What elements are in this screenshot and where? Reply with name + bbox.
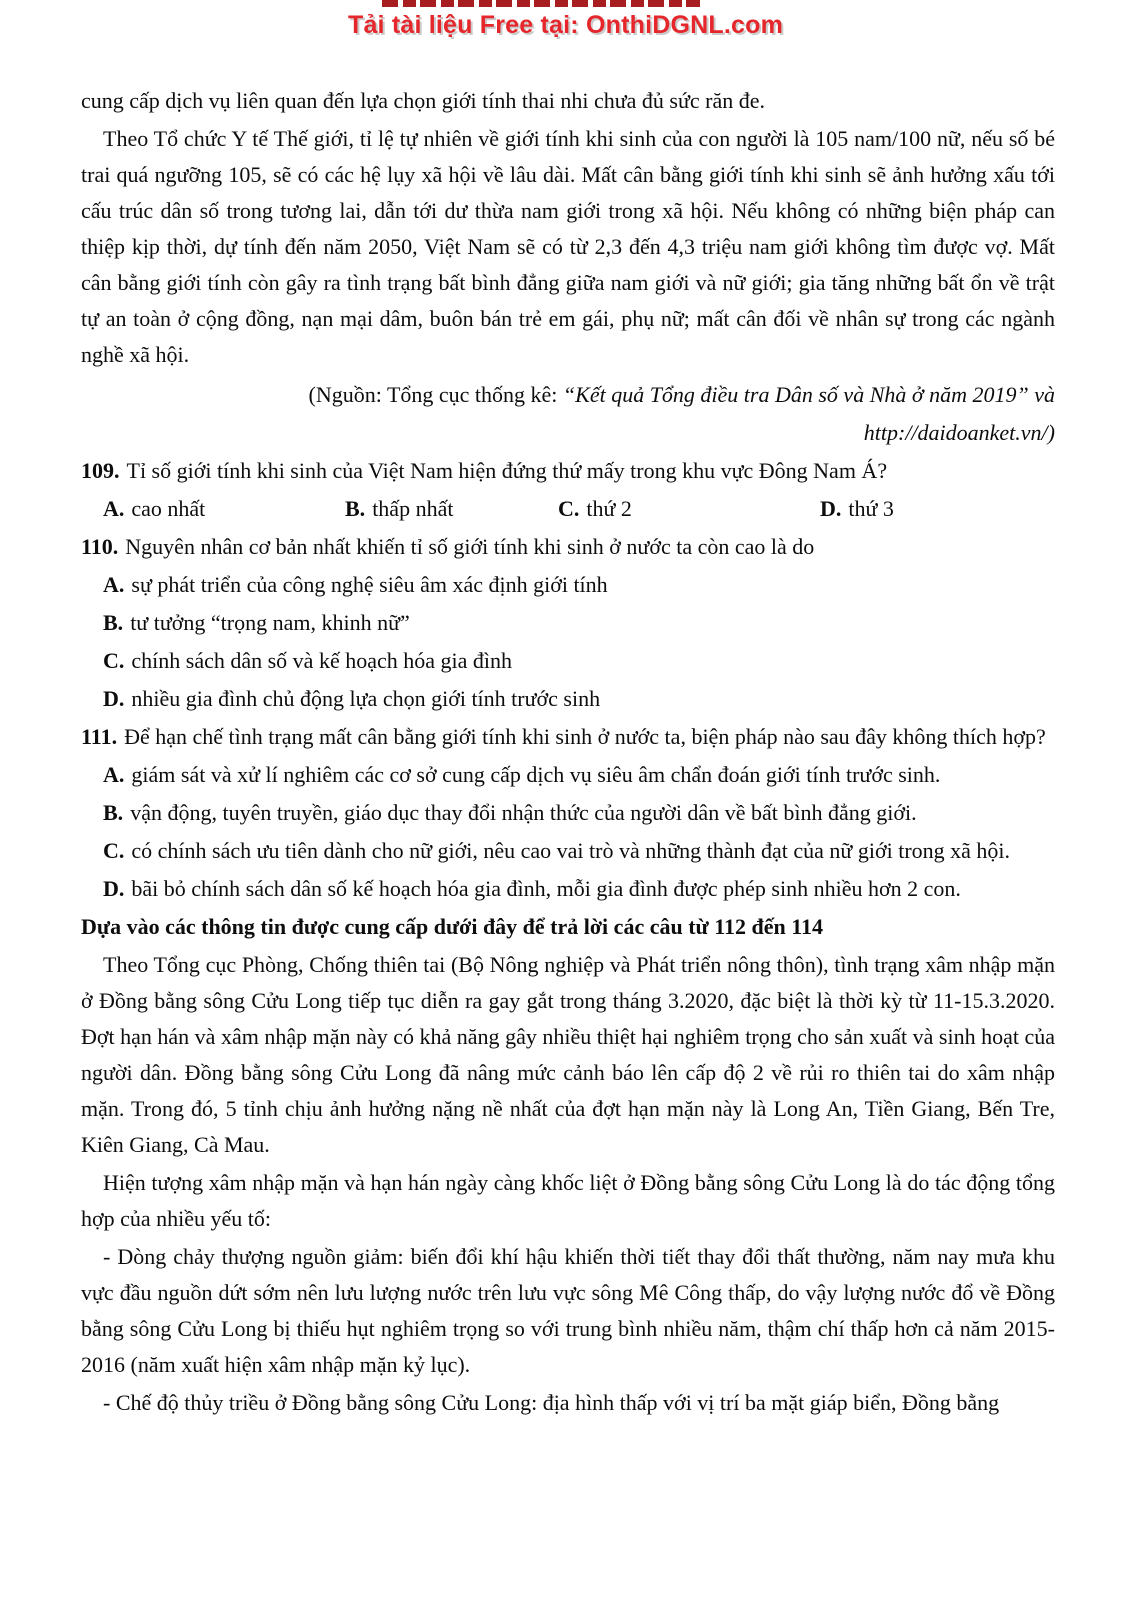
question-110-stem: Nguyên nhân cơ bản nhất khiến tỉ số giới tính khi sinh ở nước ta còn cao là do <box>125 534 815 559</box>
option-111-b <box>81 795 1055 831</box>
option-111-a-text: giám sát và xử lí nghiêm các cơ sở cung cấp dịch vụ siêu âm chẩn đoán giới tính trước sinh. <box>131 762 941 787</box>
option-110-b <box>81 605 1055 641</box>
source-citation <box>81 377 1055 451</box>
promo-header-link[interactable]: Tải tài liệu Free tại: OnthiDGNL.com <box>347 11 784 39</box>
document-content <box>0 40 1131 1421</box>
option-110-b-text: tư tưởng “trọng nam, khinh nữ” <box>130 610 410 635</box>
option-110-c <box>81 643 1055 679</box>
option-109-b <box>345 491 558 527</box>
question-111-number: 111. <box>81 724 118 749</box>
option-109-c-label: C. <box>558 496 580 521</box>
question-109-stem: Tỉ số giới tính khi sinh của Việt Nam hiện đứng thứ mấy trong khu vực Đông Nam Á? <box>126 458 888 483</box>
option-111-a <box>81 757 1055 793</box>
source-prefix: (Nguồn: Tổng cục thống kê: <box>308 382 563 407</box>
source-title-italic: “Kết quả Tổng điều tra Dân số và Nhà ở năm 2019” và <box>562 382 1055 407</box>
option-109-a-label: A. <box>103 496 125 521</box>
option-109-d-label: D. <box>820 496 842 521</box>
option-111-d <box>81 871 1055 907</box>
option-109-c <box>558 491 820 527</box>
option-110-d <box>81 681 1055 717</box>
option-111-a-label: A. <box>103 762 125 787</box>
question-109-number: 109. <box>81 458 120 483</box>
passage2-paragraph2: Hiện tượng xâm nhập mặn và hạn hán ngày càng khốc liệt ở Đồng bằng sông Cửu Long là do tác động tổng hợp của nhiều yếu tố: <box>81 1170 1055 1231</box>
passage2-paragraph1: Theo Tổng cục Phòng, Chống thiên tai (Bộ Nông nghiệp và Phát triển nông thôn), tình trạng xâm nhập mặn ở Đồng bằng sông Cửu Long tiếp tục diễn ra gay gắt trong tháng 3.2020, đặc biệt là thời kỳ từ 11-15.3.2020. Đợt hạn hán và xâm nhập mặn này có khả năng gây nhiều thiệt hại nghiêm trọng cho sản xuất và sinh hoạt của người dân. Đồng bằng sông Cửu Long đã nâng mức cảnh báo lên cấp độ 2 về rủi ro thiên tai do xâm nhập mặn. Trong đó, 5 tỉnh chịu ảnh hưởng nặng nề nhất của đợt hạn mặn này là Long An, Tiền Giang, Bến Tre, Kiên Giang, Cà Mau. <box>81 952 1055 1157</box>
passage1-paragraph: Theo Tổ chức Y tế Thế giới, tỉ lệ tự nhiên về giới tính khi sinh của con người là 105 nam/100 nữ, nếu số bé trai quá ngưỡng 105, sẽ có các hệ lụy xã hội về lâu dài. Mất cân bằng giới tính khi sinh sẽ ảnh hưởng xấu tới cấu trúc dân số trong tương lai, dẫn tới dư thừa nam giới trong xã hội. Nếu không có những biện pháp can thiệp kịp thời, dự tính đến năm 2050, Việt Nam sẽ có từ 2,3 đến 4,3 triệu nam giới không tìm được vợ. Mất cân bằng giới tính còn gây ra tình trạng bất bình đẳng giữa nam giới và nữ giới; gia tăng những bất ổn về trật tự an toàn ở cộng đồng, nạn mại dâm, buôn bán trẻ em gái, phụ nữ; mất cân đối về nhân sự trong các ngành nghề xã hội. <box>81 126 1055 367</box>
option-111-c <box>81 833 1055 869</box>
option-109-c-text: thứ 2 <box>586 496 632 521</box>
question-109-options <box>81 491 1055 527</box>
option-109-b-label: B. <box>345 496 366 521</box>
option-110-c-text: chính sách dân số và kế hoạch hóa gia đình <box>131 648 512 673</box>
option-110-c-label: C. <box>103 648 125 673</box>
option-109-d-text: thứ 3 <box>848 496 894 521</box>
question-109-stem-line <box>81 453 1055 489</box>
option-109-d <box>820 491 1055 527</box>
option-109-a <box>103 491 345 527</box>
cutoff-text-fragment <box>382 0 700 7</box>
option-111-d-text: bãi bỏ chính sách dân số kế hoạch hóa gia đình, mỗi gia đình được phép sinh nhiều hơn 2 con. <box>131 876 961 901</box>
option-110-a <box>81 567 1055 603</box>
option-111-c-text: có chính sách ưu tiên dành cho nữ giới, nêu cao vai trò và những thành đạt của nữ giới trong xã hội. <box>131 838 1011 863</box>
option-111-b-text: vận động, tuyên truyền, giáo dục thay đổi nhận thức của người dân về bất bình đẳng giới. <box>130 800 917 825</box>
option-111-c-label: C. <box>103 838 125 863</box>
option-111-d-label: D. <box>103 876 125 901</box>
option-110-a-label: A. <box>103 572 125 597</box>
passage2-bullet2: - Chế độ thủy triều ở Đồng bằng sông Cửu Long: địa hình thấp với vị trí ba mặt giáp biển, Đồng bằng <box>103 1390 1000 1415</box>
source-url[interactable]: http://daidoanket.vn/) <box>863 420 1055 445</box>
option-110-d-label: D. <box>103 686 125 711</box>
option-110-a-text: sự phát triển của công nghệ siêu âm xác định giới tính <box>131 572 608 597</box>
option-110-d-text: nhiều gia đình chủ động lựa chọn giới tính trước sinh <box>131 686 601 711</box>
question-111 <box>81 719 1055 907</box>
option-111-b-label: B. <box>103 800 124 825</box>
source-citation-line1 <box>81 377 1055 413</box>
option-109-b-text: thấp nhất <box>372 496 454 521</box>
option-109-a-text: cao nhất <box>131 496 206 521</box>
question-110 <box>81 529 1055 717</box>
section-heading-112-114: Dựa vào các thông tin được cung cấp dưới đây để trả lời các câu từ 112 đến 114 <box>81 914 824 939</box>
passage2-bullet1: - Dòng chảy thượng nguồn giảm: biến đổi khí hậu khiến thời tiết thay đổi thất thường, năm nay mưa khu vực đầu nguồn dứt sớm nên lưu lượng nước trên lưu vực sông Mê Công thấp, do vậy lượng nước đổ về Đồng bằng sông Cửu Long bị thiếu hụt nghiêm trọng so với trung bình nhiều năm, thậm chí thấp hơn cả năm 2015- 2016 (năm xuất hiện xâm nhập mặn kỷ lục). <box>81 1244 1055 1377</box>
option-110-b-label: B. <box>103 610 124 635</box>
question-111-stem-line <box>81 719 1055 755</box>
question-109 <box>81 453 1055 527</box>
question-111-stem: Để hạn chế tình trạng mất cân bằng giới tính khi sinh ở nước ta, biện pháp nào sau đây không thích hợp? <box>124 724 1046 749</box>
passage1-continuation-line: cung cấp dịch vụ liên quan đến lựa chọn giới tính thai nhi chưa đủ sức răn đe. <box>81 88 765 113</box>
question-110-stem-line <box>81 529 1055 565</box>
question-110-number: 110. <box>81 534 119 559</box>
